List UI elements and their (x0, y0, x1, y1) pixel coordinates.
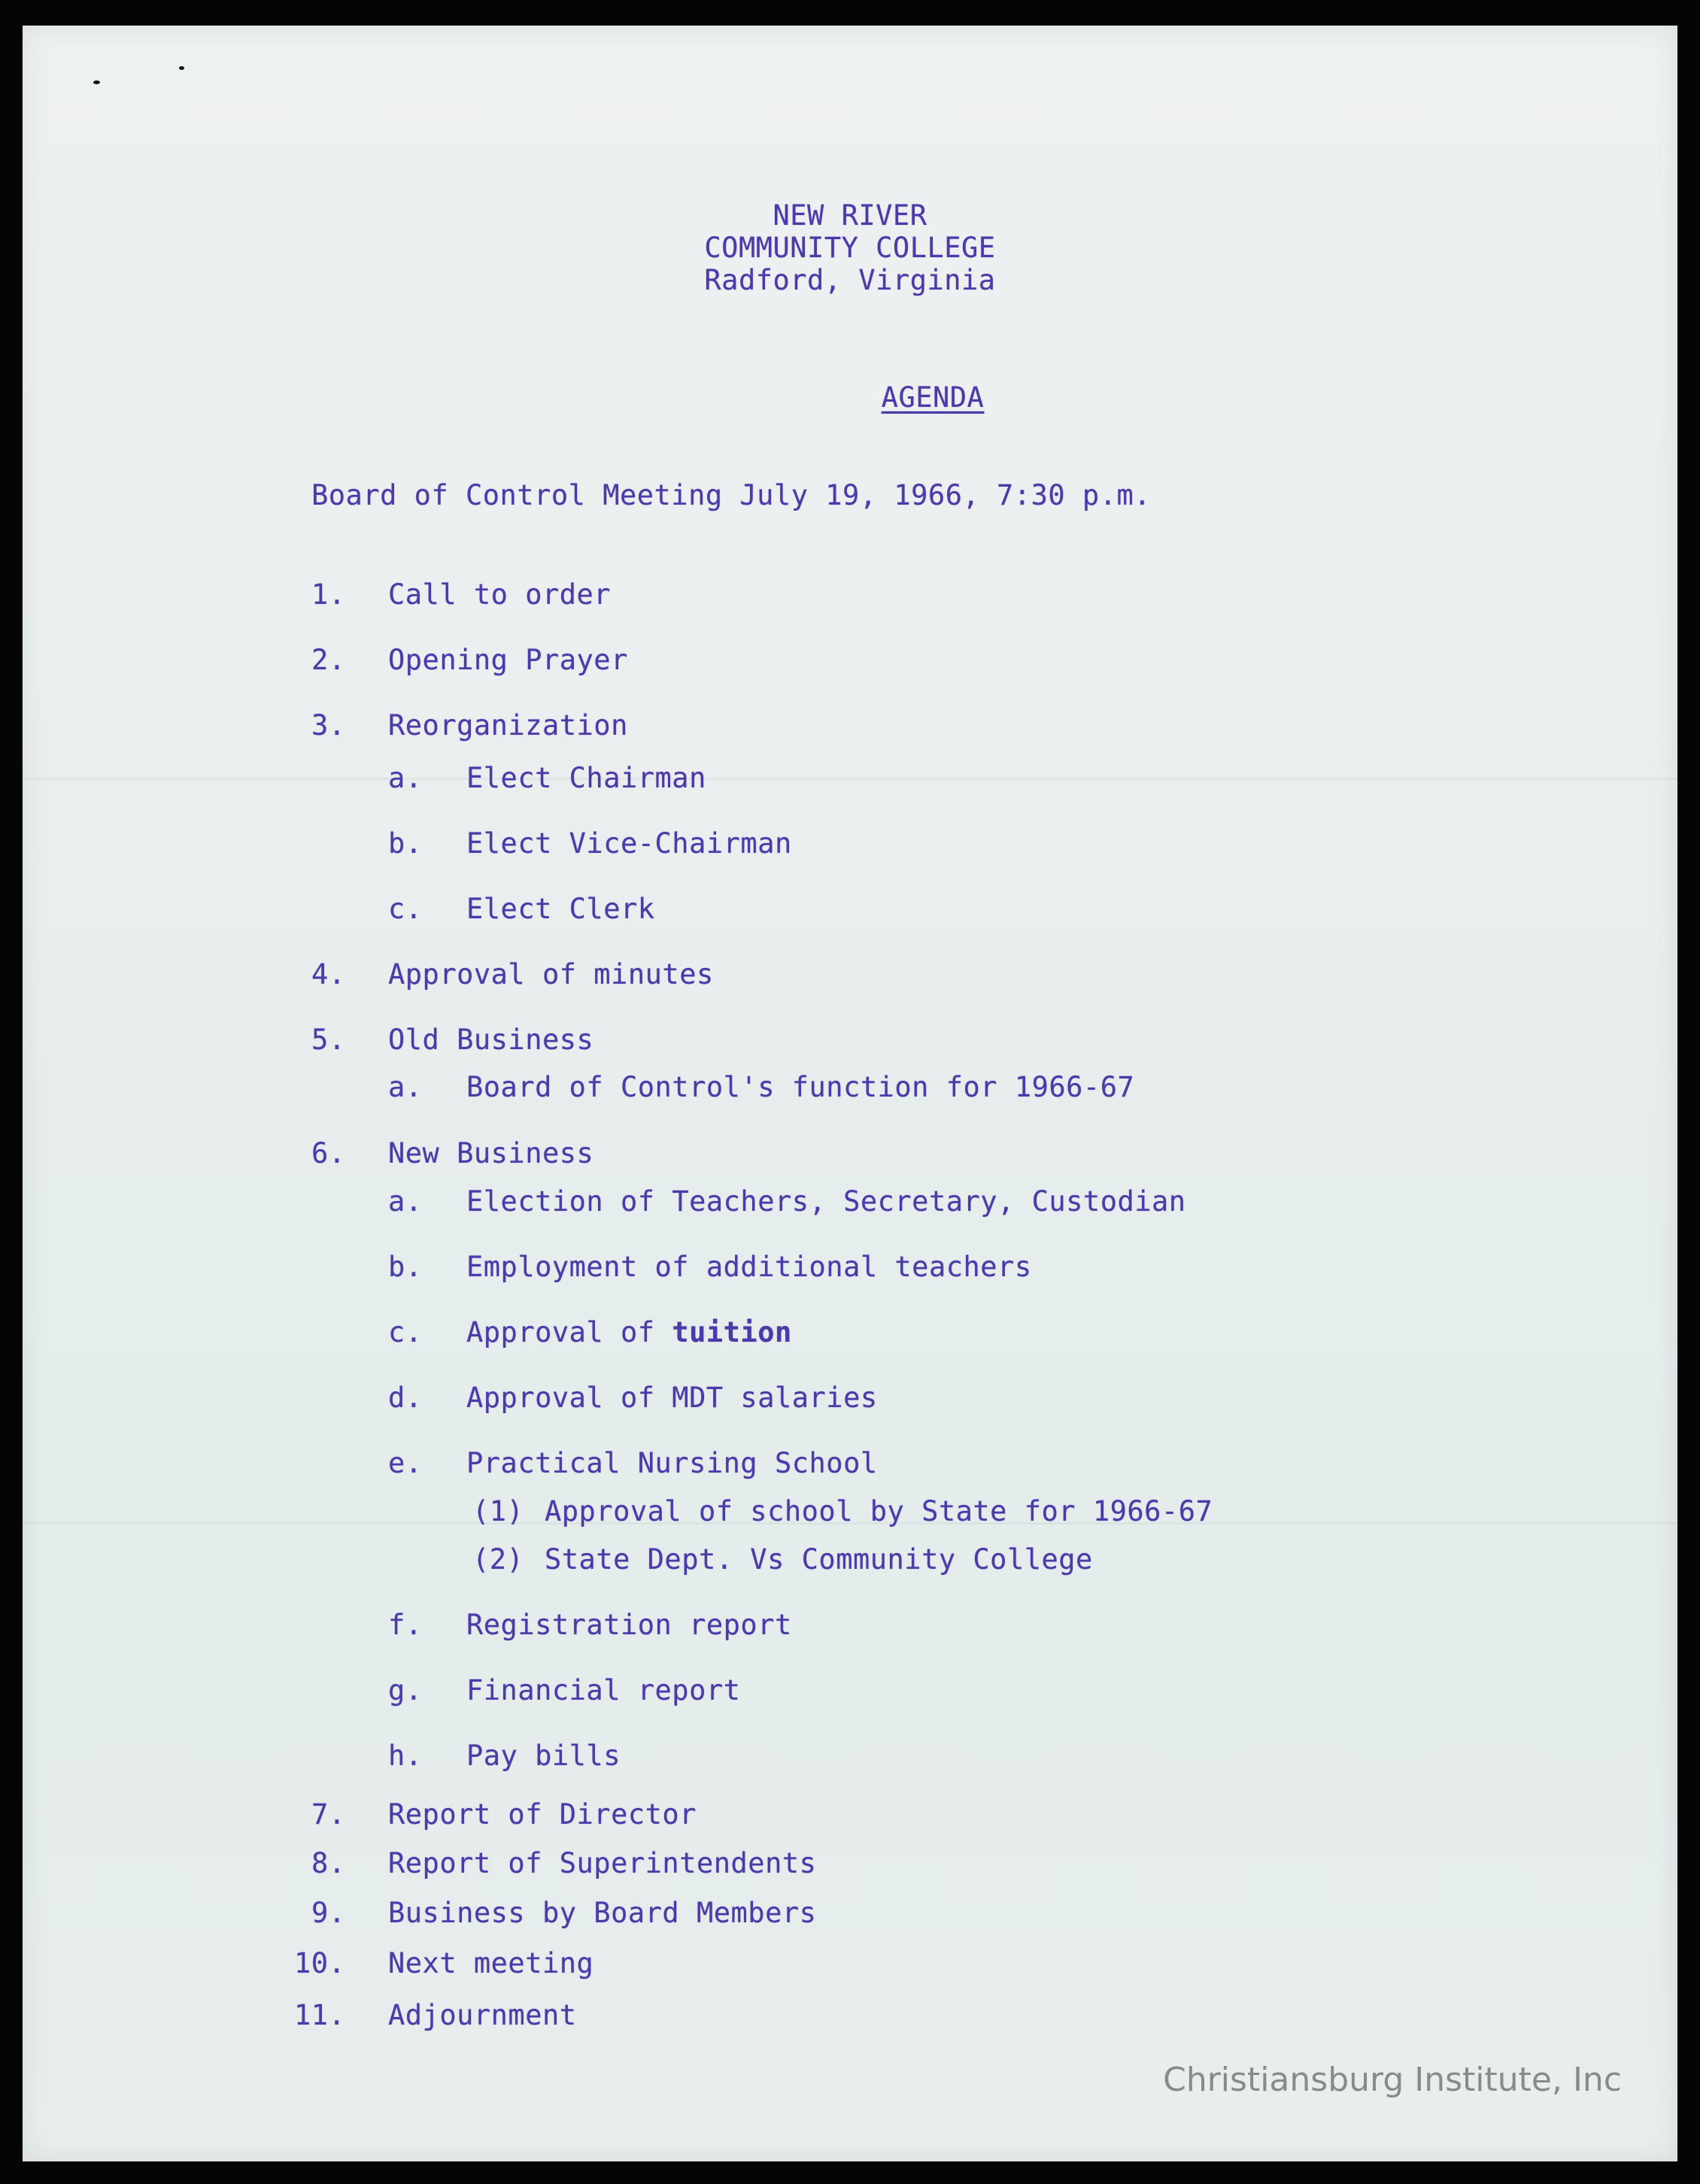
subsubitem-number: (2) (472, 1543, 524, 1576)
header-location: Radford, Virginia (704, 264, 996, 296)
agenda-subitem: Financial report (466, 1674, 741, 1706)
watermark: Christiansburg Institute, Inc (1163, 2061, 1622, 2099)
agenda-item: Report of Director (388, 1798, 697, 1831)
agenda-item: Report of Superintendents (388, 1847, 817, 1879)
agenda-subitem-emphasis: tuition (672, 1316, 792, 1348)
agenda-subitem: Pay bills (466, 1740, 621, 1772)
item-number: 6. (311, 1137, 346, 1169)
header-institution-line2: COMMUNITY COLLEGE (704, 232, 996, 264)
paper-speck (93, 80, 100, 84)
subitem-letter: a. (388, 1185, 423, 1218)
subitem-letter: d. (388, 1382, 423, 1414)
item-number: 7. (311, 1798, 346, 1831)
page-title (83, 381, 1700, 414)
subitem-letter: b. (388, 1251, 423, 1283)
agenda-subitem: Elect Clerk (466, 893, 655, 925)
subitem-letter: a. (388, 1071, 423, 1103)
subsubitem-number: (1) (472, 1495, 524, 1527)
agenda-subsubitem: Approval of school by State for 1966-67 (545, 1495, 1213, 1527)
agenda-subitem: Registration report (466, 1609, 792, 1641)
header-institution-line1: NEW RIVER (773, 199, 927, 232)
item-number: 3. (311, 709, 346, 742)
agenda-item: Opening Prayer (388, 644, 628, 676)
agenda-item: Old Business (388, 1024, 594, 1056)
agenda-subitem-text: Approval of (466, 1316, 672, 1348)
item-number: 10. (294, 1947, 346, 1979)
item-number: 5. (311, 1024, 346, 1056)
subitem-letter: h. (388, 1740, 423, 1772)
agenda-item: Adjournment (388, 1999, 577, 2031)
agenda-subitem: Elect Vice-Chairman (466, 827, 792, 860)
item-number: 1. (311, 578, 346, 611)
subitem-letter: c. (388, 1316, 423, 1348)
item-number: 8. (311, 1847, 346, 1879)
agenda-subsubitem: State Dept. Vs Community College (545, 1543, 1093, 1576)
paper-speck (179, 66, 184, 70)
item-number: 4. (311, 958, 346, 990)
subitem-letter: f. (388, 1609, 423, 1641)
item-number: 11. (294, 1999, 346, 2031)
agenda-subitem: Board of Control's function for 1966-67 (466, 1071, 1135, 1103)
subitem-letter: c. (388, 893, 423, 925)
agenda-title-text: AGENDA (881, 381, 985, 414)
agenda-item: Next meeting (388, 1947, 594, 1979)
agenda-subitem: Employment of additional teachers (466, 1251, 1032, 1283)
subitem-letter: b. (388, 827, 423, 860)
subitem-letter: e. (388, 1447, 423, 1479)
subitem-letter: a. (388, 762, 423, 794)
agenda-item: Business by Board Members (388, 1897, 817, 1929)
agenda-subitem: Approval of MDT salaries (466, 1382, 878, 1414)
item-number: 2. (311, 644, 346, 676)
agenda-subitem: Elect Chairman (466, 762, 706, 794)
agenda-item: New Business (388, 1137, 594, 1169)
item-number: 9. (311, 1897, 346, 1929)
paper-fold (23, 778, 1677, 780)
agenda-subitem (466, 1318, 792, 1346)
agenda-item: Approval of minutes (388, 958, 714, 990)
agenda-item: Reorganization (388, 709, 628, 742)
agenda-subitem: Practical Nursing School (466, 1447, 878, 1479)
subitem-letter: g. (388, 1674, 423, 1706)
agenda-item: Call to order (388, 578, 612, 611)
agenda-subitem: Election of Teachers, Secretary, Custodian (466, 1185, 1186, 1218)
meeting-line: Board of Control Meeting July 19, 1966, 7:30 p.m. (311, 479, 1152, 511)
